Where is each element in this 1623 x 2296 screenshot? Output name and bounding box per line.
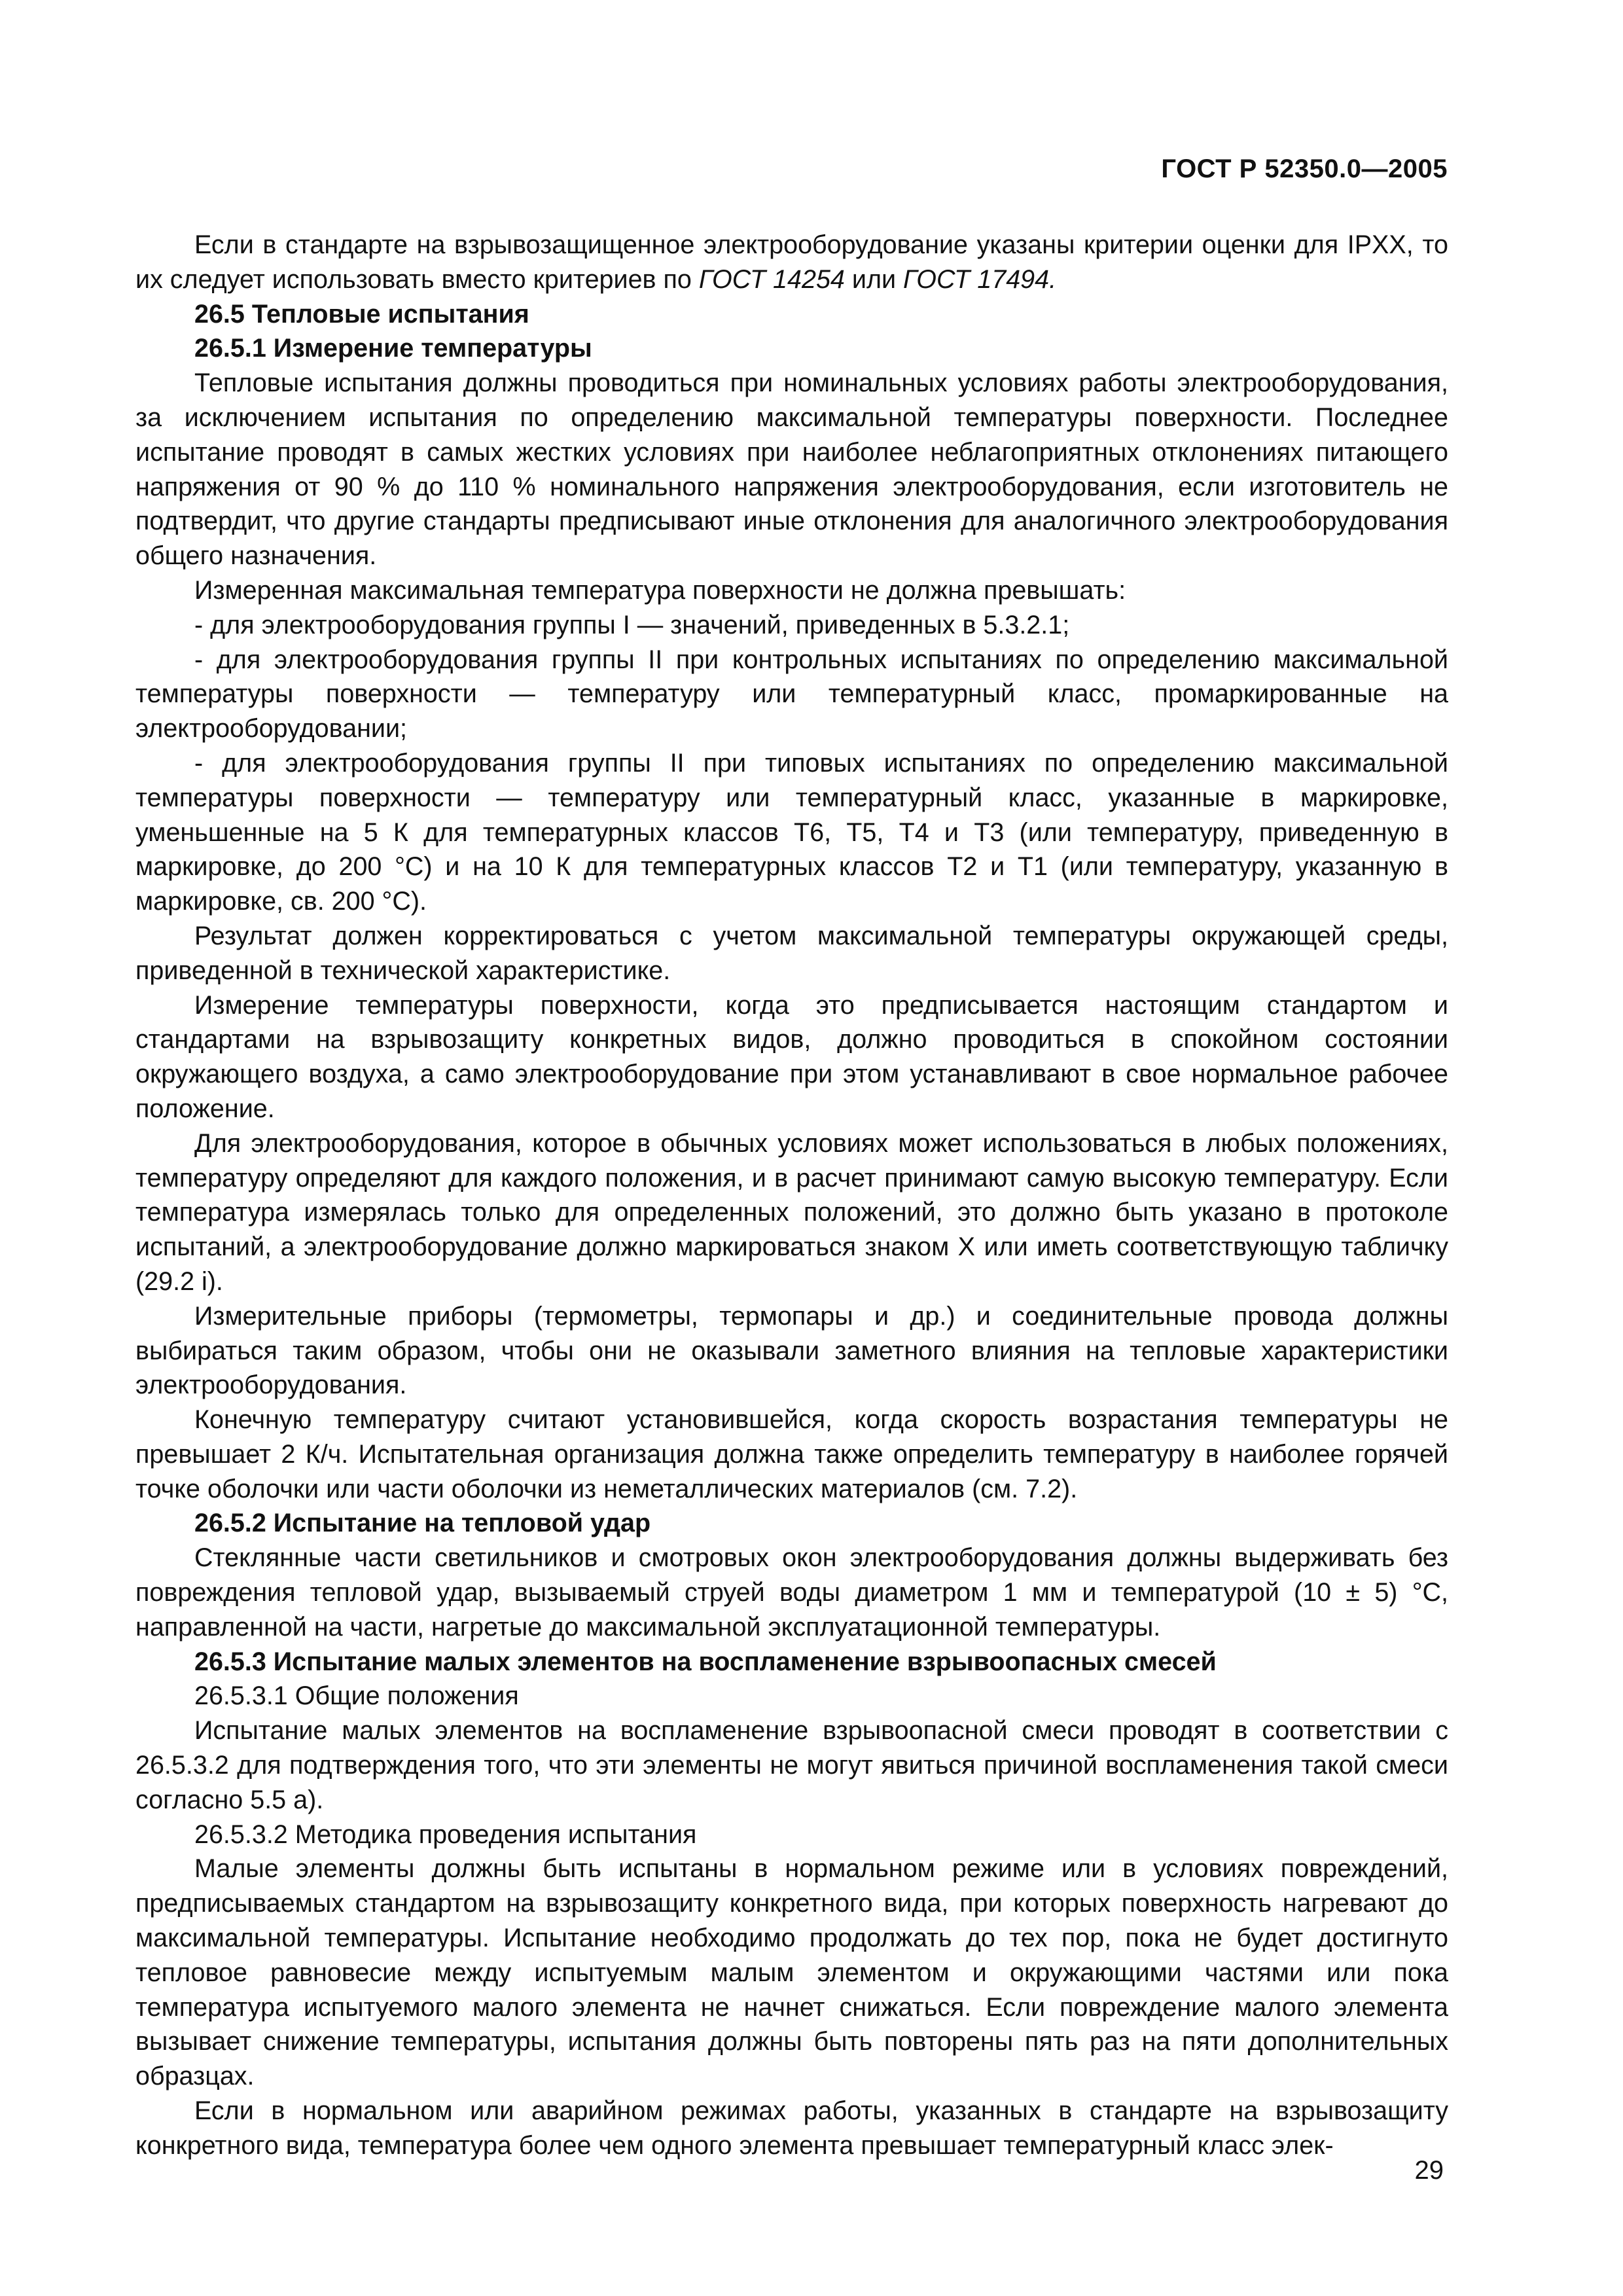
subsection-heading: 26.5.2 Испытание на тепловой удар (194, 1509, 651, 1538)
paragraph: Измерение температуры поверхности, когда это предписывается настоящим стандартом и стандартами на взрывозащиту конкретных видов, должно проводиться в спокойном состоянии окружающего воздуха, а само электрооборудование при этом устанавливают в свое нормальное рабочее положение. (135, 990, 1448, 1123)
document-body (135, 228, 1448, 2163)
paragraph: Для электрооборудования, которое в обычных условиях может использоваться в любых положениях, температуру определяют для каждого положения, и в расчет принимают самую высокую температуру. Если температура измерялась только для определенных положений, это должно быть указано в протоколе испытаний, а электрооборудование должно маркироваться знаком X или иметь соответствующую табличку (29.2 i). (135, 1128, 1448, 1296)
list-item: - для электрооборудования группы II при типовых испытаниях по определению максимальной температуры поверхности — температуру или температурный класс, указанные в маркировке, уменьшенные на 5 К для температурных классов Т6, Т5, Т4 и Т3 (или температуру, приведенную в маркировке, до 200 °С) и на 10 К для температурных классов Т2 и Т1 (или температуру, указанную в маркировке, св. 200 °С). (135, 748, 1448, 916)
list-item: - для электрооборудования группы I — значений, приведенных в 5.3.2.1; (194, 610, 1070, 639)
paragraph: Конечную температуру считают установившейся, когда скорость возрастания температуры не превышает 2 К/ч. Испытательная организация должна также определить температуру в наиболее горячей точке оболочки или части оболочки из неметаллических материалов (см. 7.2). (135, 1405, 1448, 1503)
paragraph: Малые элементы должны быть испытаны в нормальном режиме или в условиях повреждений, предписываемых стандартом на взрывозащиту конкретного вида, при которых поверхность нагревают до максимальной температуры. Испытание необходимо продолжать до тех пор, пока не будет достигнуто тепловое равновесие между испытуемым малым элементом и окружающими частями или пока температура испытуемого малого элемента не начнет снижаться. Если повреждение малого элемента вызывает снижение температуры, испытания должны быть повторены пять раз на пяти дополнительных образцах. (135, 1854, 1448, 2091)
paragraph: Если в нормальном или аварийном режимах работы, указанных в стандарте на взрывозащиту конкретного вида, температура более чем одного элемента превышает температурный класс элек- (135, 2096, 1448, 2160)
paragraph: Результат должен корректироваться с учетом максимальной температуры окружающей среды, приведенной в технической характеристике. (135, 921, 1448, 985)
paragraph: Измеренная максимальная температура поверхности не должна превышать: (194, 575, 1126, 605)
section-heading: 26.5 Тепловые испытания (194, 299, 529, 329)
std-reference: ГОСТ 17494. (903, 264, 1057, 294)
clause-heading: 26.5.3.1 Общие положения (194, 1681, 519, 1711)
paragraph (135, 228, 1448, 297)
subsection-heading: 26.5.1 Измерение температуры (194, 334, 592, 363)
paragraph: Тепловые испытания должны проводиться при номинальных условиях работы электрооборудования, за исключением испытания по определению максимальной температуры поверхности. Последнее испытание проводят в самых жестких условиях при наиболее неблагоприятных отклонениях питающего напряжения от 90 % до 110 % номинального напряжения электрооборудования, если изготовитель не подтвердит, что другие стандарты предписывают иные отклонения для аналогичного электрооборудования общего назначения. (135, 368, 1448, 571)
clause-heading: 26.5.3.2 Методика проведения испытания (194, 1820, 697, 1849)
paragraph: Испытание малых элементов на воспламенение взрывоопасной смеси проводят в соответствии с 26.5.3.2 для подтверждения того, что эти элементы не могут явиться причиной воспламенения такой смеси согласно 5.5 а). (135, 1716, 1448, 1814)
document-header: ГОСТ Р 52350.0—2005 (1161, 154, 1448, 183)
text-span: Если в стандарте на взрывозащищенное электрооборудование указаны критерии оценки для IPXX, то их следует использовать вместо критериев по (135, 230, 1448, 294)
paragraph: Измерительные приборы (термометры, термопары и др.) и соединительные провода должны выбираться таким образом, чтобы они не оказывали заметного влияния на тепловые характеристики электрооборудования. (135, 1301, 1448, 1400)
subsection-heading: 26.5.3 Испытание малых элементов на воспламенение взрывоопасных смесей (194, 1647, 1217, 1676)
page-number: 29 (1414, 2156, 1444, 2185)
list-item: - для электрооборудования группы II при контрольных испытаниях по определению максимальной температуры поверхности — температуру или температурный класс, промаркированные на электрооборудовании; (135, 645, 1448, 744)
std-reference: ГОСТ 14254 (698, 264, 845, 294)
text-span: или (844, 264, 904, 294)
paragraph: Стеклянные части светильников и смотровых окон электрооборудования должны выдерживать без повреждения тепловой удар, вызываемый струей воды диаметром 1 мм и температурой (10 ± 5) °С, направленной на части, нагретые до максимальной эксплуатационной температуры. (135, 1543, 1448, 1641)
